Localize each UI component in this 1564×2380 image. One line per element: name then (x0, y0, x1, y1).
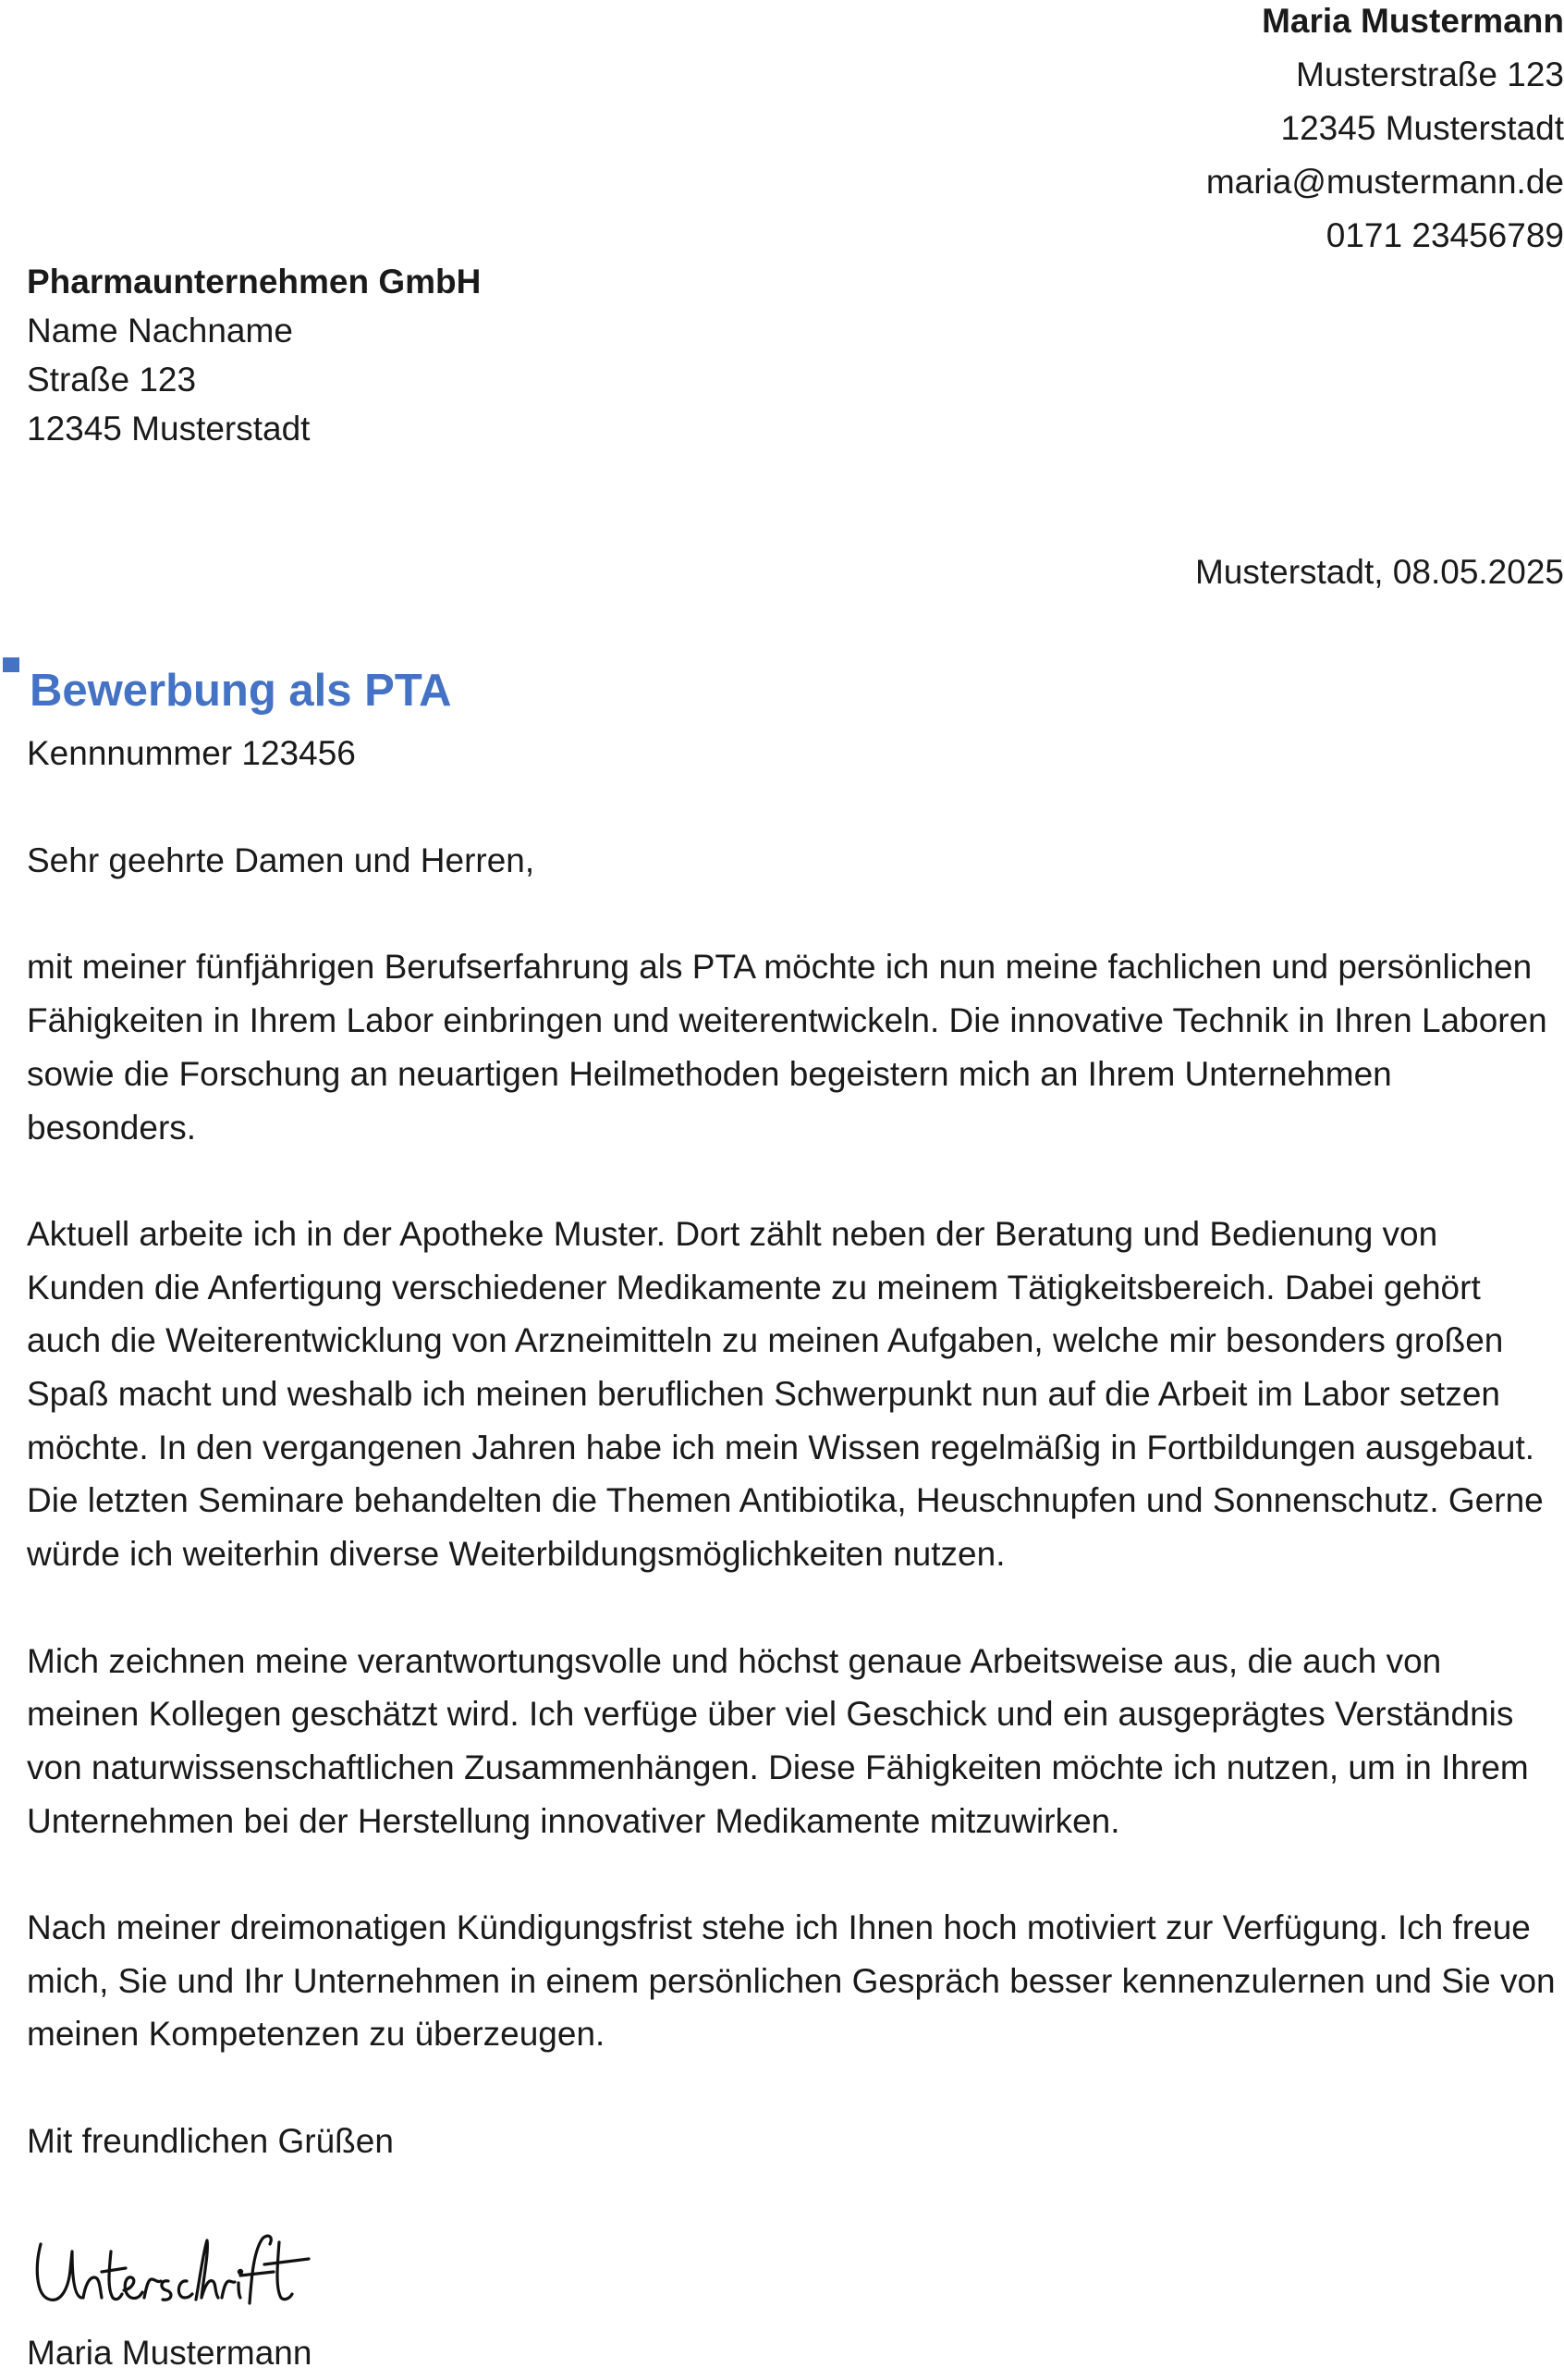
closing: Mit freundlichen Grüßen (27, 2121, 394, 2160)
sender-email: maria@mustermann.de (1205, 163, 1564, 201)
paragraph-1: mit meiner fünfjährigen Berufserfahrung als PTA möchte ich nun meine fachlichen und persönlichen Fähigkeiten in Ihrem Labor einbringen und weiterentwickeln. Die innovative Technik in Ihren Laboren sowie die Forschung an neuartigen Heilmethoden begeistern mich an Ihrem Unternehmen besonders. (27, 948, 1547, 1147)
sender-phone: 0171 23456789 (1326, 216, 1564, 254)
date-line: Musterstadt, 08.05.2025 (1194, 553, 1564, 591)
recipient-street: Straße 123 (27, 361, 197, 399)
sender-name: Maria Mustermann (1262, 2, 1564, 40)
sender-block (825, 0, 1564, 263)
paragraph-2: Aktuell arbeite ich in der Apotheke Muster. Dort zählt neben der Beratung und Bedienung von Kunden die Anfertigung verschiedener Medikamente zu meinem Tätigkeitsbereich. Dabei gehört auch die Weiterentwicklung von Arzneimitteln zu meinen Aufgaben, welche mir besonders großen Spaß macht und weshalb ich meinen beruflichen Schwerpunkt nun auf die Arbeit im Labor setzen möchte. In den vergangenen Jahren habe ich mein Wissen regelmäßig in Fortbildungen ausgebaut. Die letzten Seminare behandelten die Themen Antibiotika, Heuschnupfen und Sonnenschutz. Gerne würde ich weiterhin diverse Weiterbildungsmöglichkeiten nutzen. (27, 1214, 1544, 1574)
handwritten-signature (31, 2224, 327, 2316)
sender-city: 12345 Musterstadt (1280, 109, 1564, 147)
subject-heading: Bewerbung als PTA (30, 666, 452, 716)
recipient-block (27, 257, 766, 453)
paragraph-3: Mich zeichnen meine verantwortungsvolle und höchst genaue Arbeitsweise aus, die auch von meinen Kollegen geschätzt wird. Ich verfüge über viel Geschick und ein ausgeprägtes Verständnis von naturwissenschaftlichen Zusammenhängen. Diese Fähigkeiten möchte ich nutzen, um in Ihrem Unternehmen bei der Herstellung innovativer Medikamente mitzuwirken. (27, 1641, 1529, 1840)
sender-street: Musterstraße 123 (1296, 55, 1564, 93)
recipient-city: 12345 Musterstadt (27, 410, 311, 448)
reference-number: Kennnummer 123456 (27, 734, 356, 772)
signer-name: Maria Mustermann (27, 2334, 312, 2372)
paragraph-4: Nach meiner dreimonatigen Kündigungsfrist stehe ich Ihnen hoch motiviert zur Verfügung. Ich freue mich, Sie und Ihr Unternehmen in einem persönlichen Gespräch besser kennenzulernen und Sie von meinen Kompetenzen zu überzeugen. (27, 1908, 1556, 2054)
recipient-company: Pharmaunternehmen GmbH (27, 263, 482, 301)
recipient-contact: Name Nachname (27, 312, 293, 350)
salutation: Sehr geehrte Damen und Herren, (27, 841, 535, 879)
letter-body (27, 834, 1561, 2221)
heading-marker (3, 657, 19, 672)
